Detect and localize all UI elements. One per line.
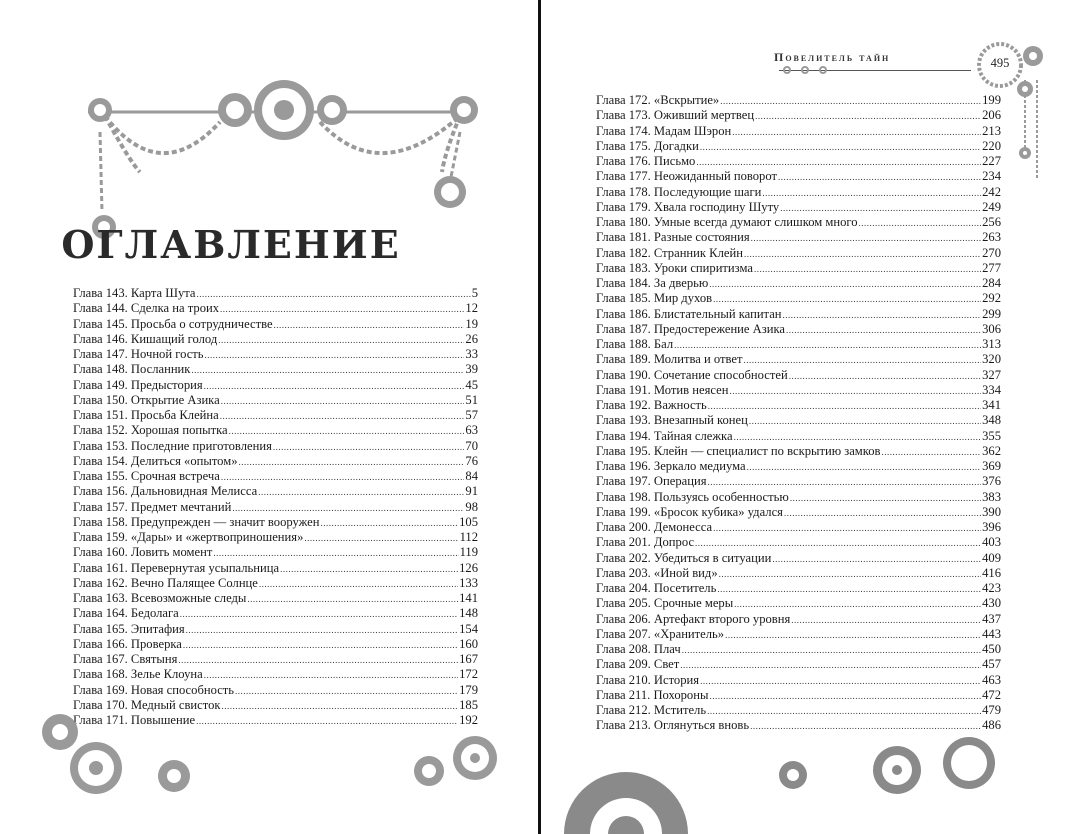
chapter-page-number: 376 (982, 474, 1001, 489)
dot-leader (183, 638, 458, 653)
dot-leader (747, 460, 981, 475)
toc-right-entry (596, 581, 1001, 596)
dot-leader (232, 501, 464, 516)
toc-left-entry (73, 652, 478, 667)
chapter-title: Глава 192. Важность (596, 398, 707, 412)
chapter-title: Глава 148. Посланник (73, 362, 191, 377)
toc-left-entry (73, 683, 478, 698)
toc-right-entry (596, 688, 1001, 703)
chapter-page-number: 479 (982, 703, 1001, 717)
chapter-title: Глава 193. Внезапный конец (596, 413, 748, 428)
dot-leader (674, 338, 981, 353)
chapter-page-number: 409 (982, 550, 1001, 565)
chapter-page-number: 362 (982, 443, 1001, 458)
dot-leader (729, 384, 981, 399)
toc-right-entry (596, 627, 1001, 642)
chapter-page-number: 148 (459, 606, 478, 621)
chapter-page-number: 51 (465, 392, 478, 407)
chapter-page-number: 284 (982, 276, 1001, 290)
chapter-page-number: 185 (459, 697, 478, 712)
toc-right-entry (596, 673, 1001, 688)
chapter-title: Глава 168. Зелье Клоуна (73, 667, 203, 682)
chapter-title: Глава 197. Операция (596, 474, 707, 489)
chapter-title: Глава 200. Демонесса (596, 520, 713, 534)
chapter-page-number: 443 (982, 626, 1001, 641)
chapter-page-number: 141 (459, 591, 478, 605)
chapter-title: Глава 176. Письмо (596, 154, 696, 168)
dot-leader (221, 470, 465, 485)
chapter-page-number: 242 (982, 184, 1001, 199)
dot-leader (213, 546, 458, 561)
dot-leader (239, 455, 465, 470)
chapter-page-number: 486 (982, 718, 1001, 733)
chapter-title: Глава 154. Делиться «опытом» (73, 453, 238, 468)
toc-right-entry (596, 474, 1001, 489)
dot-leader (709, 689, 981, 704)
chapter-title: Глава 143. Карта Шута (73, 286, 196, 300)
toc-right-entry (596, 413, 1001, 428)
chapter-title: Глава 210. История (596, 672, 700, 687)
dot-leader (259, 577, 458, 592)
chapter-title: Глава 144. Сделка на троих (73, 301, 220, 316)
chapter-page-number: 179 (459, 682, 478, 697)
chapter-title: Глава 178. Последующие шаги (596, 184, 762, 199)
chapter-title: Глава 163. Всевозможные следы (73, 591, 247, 605)
chapter-page-number: 299 (982, 306, 1001, 321)
toc-right-entry (596, 490, 1001, 505)
chapter-title: Глава 199. «Бросок кубика» удался (596, 504, 783, 519)
dot-leader (229, 424, 465, 439)
dot-leader (750, 719, 981, 734)
toc-right-entry (596, 444, 1001, 459)
chapter-title: Глава 159. «Дары» и «жертвоприношения» (73, 530, 304, 544)
toc-right-entry (596, 230, 1001, 245)
chapter-page-number: 126 (459, 560, 478, 575)
chapter-page-number: 70 (465, 438, 478, 453)
toc-left-entry (73, 347, 478, 362)
chapter-page-number: 327 (982, 367, 1001, 382)
chapter-title: Глава 165. Эпитафия (73, 621, 185, 636)
toc-right-entry (596, 566, 1001, 581)
chapter-page-number: 416 (982, 565, 1001, 580)
toc-right-entry (596, 718, 1001, 733)
toc-right-entry (596, 291, 1001, 306)
chapter-page-number: 277 (982, 260, 1001, 275)
chapter-page-number: 19 (465, 316, 478, 331)
dot-leader (725, 628, 981, 643)
dot-leader (790, 491, 981, 506)
chapter-title: Глава 194. Тайная слежка (596, 428, 733, 443)
toc-right-entry (596, 322, 1001, 337)
toc-left-entry (73, 286, 478, 301)
chapter-title: Глава 189. Молитва и ответ (596, 352, 743, 367)
toc-left-entry (73, 591, 478, 606)
chapter-title: Глава 212. Мститель (596, 703, 707, 717)
dot-leader (220, 302, 464, 317)
toc-left-entry (73, 484, 478, 499)
chapter-page-number: 98 (465, 499, 478, 514)
chapter-page-number: 249 (982, 199, 1001, 214)
chapter-page-number: 119 (459, 545, 478, 560)
chapter-title: Глава 207. «Хранитель» (596, 626, 725, 641)
dot-leader (708, 399, 981, 414)
chapter-page-number: 192 (459, 713, 478, 727)
dot-leader (709, 277, 981, 292)
chapter-page-number: 167 (459, 652, 478, 666)
dot-leader (762, 186, 981, 201)
chapter-title: Глава 190. Сочетание способностей (596, 367, 788, 382)
dot-leader (696, 155, 981, 170)
dot-leader (707, 704, 981, 719)
chapter-title: Глава 182. Странник Клейн (596, 245, 743, 260)
chapter-title: Глава 198. Пользуясь особенностью (596, 489, 789, 504)
chapter-page-number: 199 (982, 93, 1001, 107)
chapter-page-number: 256 (982, 215, 1001, 229)
dot-leader (304, 531, 458, 546)
toc-right-entry (596, 612, 1001, 627)
chapter-page-number: 348 (982, 413, 1001, 428)
chapter-page-number: 227 (982, 154, 1001, 168)
chapter-title: Глава 188. Бал (596, 337, 674, 351)
chapter-title: Глава 195. Клейн — специалист по вскрытию замков (596, 443, 881, 458)
chapter-title: Глава 187. Предостережение Азика (596, 321, 785, 336)
dot-leader (274, 318, 465, 333)
chapter-page-number: 341 (982, 398, 1001, 412)
dot-leader (280, 562, 458, 577)
chapter-title: Глава 162. Вечно Палящее Солнце (73, 575, 258, 590)
chapter-page-number: 457 (982, 657, 1001, 672)
page-number: 495 (990, 56, 1010, 70)
toc-right-entry (596, 535, 1001, 550)
dot-leader (178, 653, 458, 668)
chapter-title: Глава 213. Оглянуться вновь (596, 718, 750, 733)
toc-left-entry (73, 469, 478, 484)
toc-right-entry (596, 459, 1001, 474)
toc-right-entry (596, 703, 1001, 718)
chapter-title: Глава 157. Предмет мечтаний (73, 499, 232, 514)
dot-leader (186, 623, 458, 638)
dot-leader (204, 379, 465, 394)
chapter-title: Глава 206. Артефакт второго уровня (596, 611, 791, 626)
dot-leader (772, 552, 981, 567)
toc-heading: ОГЛАВЛЕНИЕ (61, 222, 401, 267)
chapter-page-number: 105 (459, 514, 478, 529)
chapter-title: Глава 175. Догадки (596, 138, 699, 153)
dot-leader (743, 353, 981, 368)
toc-left-entry (73, 393, 478, 408)
chapter-page-number: 220 (982, 138, 1001, 153)
toc-left-entry (73, 362, 478, 377)
toc-left-entry (73, 500, 478, 515)
chapter-page-number: 403 (982, 535, 1001, 550)
chapter-title: Глава 181. Разные состояния (596, 230, 750, 245)
dot-leader (191, 363, 464, 378)
toc-left-entry (73, 561, 478, 576)
dot-leader (321, 516, 459, 531)
toc-left-entry (73, 423, 478, 438)
toc-right-entry (596, 352, 1001, 367)
chapter-page-number: 369 (982, 459, 1001, 473)
toc-right-entry (596, 200, 1001, 215)
chapter-page-number: 234 (982, 169, 1001, 184)
toc-left-entry (73, 378, 478, 393)
chapter-title: Глава 171. Повышение (73, 713, 196, 727)
dot-leader (786, 323, 981, 338)
chapter-title: Глава 167. Святыня (73, 652, 178, 666)
chapter-title: Глава 153. Последние приготовления (73, 438, 272, 453)
toc-right-entry (596, 276, 1001, 291)
dot-leader (734, 430, 982, 445)
dot-leader (882, 445, 982, 460)
dot-leader (732, 125, 981, 140)
chapter-title: Глава 185. Мир духов (596, 291, 713, 306)
chapter-page-number: 206 (982, 108, 1001, 123)
toc-list-right (596, 93, 1001, 734)
toc-right-entry (596, 551, 1001, 566)
chapter-title: Глава 150. Открытие Азика (73, 392, 220, 407)
chapter-page-number: 63 (465, 423, 478, 438)
toc-left-entry (73, 454, 478, 469)
toc-left-entry (73, 301, 478, 316)
chapter-title: Глава 180. Умные всегда думают слишком много (596, 215, 858, 229)
dot-leader (734, 597, 981, 612)
chapter-title: Глава 155. Срочная встреча (73, 469, 220, 483)
toc-right-entry (596, 261, 1001, 276)
chapter-page-number: 160 (459, 636, 478, 651)
left-page (0, 0, 538, 834)
chapter-page-number: 76 (465, 453, 478, 468)
toc-left-entry (73, 606, 478, 621)
chapter-title: Глава 156. Дальновидная Мелисса (73, 484, 258, 499)
toc-right-entry (596, 154, 1001, 169)
chapter-title: Глава 211. Похороны (596, 687, 709, 702)
chapter-title: Глава 201. Допрос (596, 535, 695, 550)
toc-right-entry (596, 520, 1001, 535)
dot-leader (780, 201, 981, 216)
toc-left-entry (73, 667, 478, 682)
toc-right-entry (596, 124, 1001, 139)
chapter-page-number: 263 (982, 230, 1001, 245)
chapter-page-number: 213 (982, 123, 1001, 138)
chapter-page-number: 5 (471, 286, 478, 300)
toc-right-entry (596, 307, 1001, 322)
chapter-title: Глава 184. За дверью (596, 276, 709, 290)
dot-leader (235, 684, 458, 699)
dot-leader (778, 170, 981, 185)
toc-left-entry (73, 439, 478, 454)
chapter-page-number: 292 (982, 291, 1001, 306)
chapter-title: Глава 174. Мадам Шэрон (596, 123, 732, 138)
dot-leader (197, 287, 471, 302)
chapter-page-number: 320 (982, 352, 1001, 367)
chapter-page-number: 430 (982, 596, 1001, 611)
toc-right-entry (596, 139, 1001, 154)
chapter-title: Глава 146. Кишащий голод (73, 331, 218, 346)
toc-right-entry (596, 383, 1001, 398)
toc-left-entry (73, 545, 478, 560)
chapter-page-number: 112 (459, 530, 478, 544)
chapter-page-number: 334 (982, 382, 1001, 397)
right-page (541, 0, 1078, 834)
chapter-title: Глава 149. Предыстория (73, 377, 203, 392)
toc-right-entry (596, 429, 1001, 444)
dot-leader (221, 394, 465, 409)
chapter-title: Глава 202. Убедиться в ситуации (596, 550, 772, 565)
dot-leader (789, 369, 981, 384)
toc-list-left (73, 286, 478, 728)
dot-leader (791, 613, 981, 628)
chapter-page-number: 26 (465, 331, 478, 346)
toc-left-entry (73, 576, 478, 591)
chapter-page-number: 172 (459, 667, 478, 682)
dot-leader (719, 567, 981, 582)
chapter-title: Глава 164. Бедолага (73, 606, 179, 621)
chapter-title: Глава 147. Ночной гость (73, 347, 204, 361)
toc-right-entry (596, 169, 1001, 184)
chapter-title: Глава 209. Свет (596, 657, 680, 672)
chapter-title: Глава 177. Неожиданный поворот (596, 169, 777, 184)
toc-right-entry (596, 368, 1001, 383)
dot-leader (713, 292, 981, 307)
chapter-page-number: 463 (982, 672, 1001, 687)
chapter-page-number: 383 (982, 489, 1001, 504)
dot-leader (180, 607, 458, 622)
chapter-title: Глава 183. Уроки спиритизма (596, 260, 753, 275)
chapter-title: Глава 203. «Иной вид» (596, 565, 718, 580)
chapter-title: Глава 170. Медный свисток (73, 697, 221, 712)
chapter-page-number: 355 (982, 428, 1001, 443)
gear-cluster-bottom-left (38, 708, 508, 834)
toc-right-entry (596, 398, 1001, 413)
dot-leader (744, 247, 981, 262)
chapter-title: Глава 191. Мотив неясен (596, 382, 729, 397)
chapter-page-number: 39 (465, 362, 478, 377)
toc-right-entry (596, 505, 1001, 520)
toc-right-entry (596, 642, 1001, 657)
chapter-page-number: 91 (465, 484, 478, 499)
toc-left-entry (73, 317, 478, 332)
chapter-title: Глава 186. Блистательный капитан (596, 306, 782, 321)
chapter-title: Глава 160. Ловить момент (73, 545, 213, 560)
chapter-page-number: 396 (982, 520, 1001, 534)
dot-leader (713, 521, 981, 536)
chapter-title: Глава 158. Предупрежден — значит вооружен (73, 514, 320, 529)
running-head: Повелитель тайн (774, 50, 891, 64)
chapter-page-number: 33 (465, 347, 478, 361)
toc-right-entry (596, 215, 1001, 230)
chapter-page-number: 45 (465, 377, 478, 392)
chapter-page-number: 423 (982, 581, 1001, 595)
toc-right-entry (596, 185, 1001, 200)
dot-leader (205, 348, 465, 363)
chapter-title: Глава 208. Плач (596, 642, 681, 656)
chapter-title: Глава 145. Просьба о сотрудничестве (73, 316, 273, 331)
chapter-title: Глава 179. Хвала господину Шуту (596, 199, 780, 214)
chapter-page-number: 390 (982, 504, 1001, 519)
toc-right-entry (596, 93, 1001, 108)
toc-right-entry (596, 108, 1001, 123)
dot-leader (218, 333, 464, 348)
chapter-page-number: 57 (465, 408, 478, 422)
dot-leader (695, 536, 981, 551)
dot-leader (258, 485, 464, 500)
dot-leader (749, 414, 981, 429)
chapter-page-number: 472 (982, 687, 1001, 702)
toc-right-entry (596, 337, 1001, 352)
chapter-page-number: 313 (982, 337, 1001, 351)
chapter-page-number: 437 (982, 611, 1001, 626)
dot-leader (220, 409, 465, 424)
dot-leader (708, 475, 982, 490)
toc-right-entry (596, 596, 1001, 611)
toc-left-entry (73, 408, 478, 423)
dot-leader (751, 231, 981, 246)
dot-leader (783, 308, 982, 323)
chapter-title: Глава 166. Проверка (73, 636, 182, 651)
chapter-page-number: 306 (982, 321, 1001, 336)
toc-left-entry (73, 530, 478, 545)
chapter-title: Глава 169. Новая способность (73, 682, 235, 697)
toc-left-entry (73, 332, 478, 347)
chapter-page-number: 84 (465, 469, 478, 483)
chapter-page-number: 270 (982, 245, 1001, 260)
dot-leader (717, 582, 981, 597)
dot-leader (700, 140, 981, 155)
toc-left-entry (73, 622, 478, 637)
dot-leader (859, 216, 982, 231)
dot-leader (755, 109, 981, 124)
dot-leader (700, 674, 981, 689)
dot-leader (784, 506, 981, 521)
dot-leader (682, 643, 981, 658)
chapter-title: Глава 151. Просьба Клейна (73, 408, 219, 422)
toc-right-entry (596, 246, 1001, 261)
gear-cluster-bottom-right (561, 735, 1061, 834)
chapter-title: Глава 204. Посетитель (596, 581, 717, 595)
chapter-page-number: 450 (982, 642, 1001, 656)
dot-leader (754, 262, 981, 277)
toc-left-entry (73, 515, 478, 530)
chapter-page-number: 133 (459, 575, 478, 590)
dot-leader (204, 668, 458, 683)
chapter-title: Глава 205. Срочные меры (596, 596, 734, 611)
toc-right-entry (596, 657, 1001, 672)
dot-leader (273, 440, 465, 455)
chapter-title: Глава 161. Перевернутая усыпальница (73, 560, 280, 575)
dot-leader (247, 592, 458, 607)
toc-left-entry (73, 637, 478, 652)
chapter-title: Глава 173. Оживший мертвец (596, 108, 755, 123)
chapter-title: Глава 196. Зеркало медиума (596, 459, 746, 473)
dot-leader (680, 658, 981, 673)
chapter-title: Глава 172. «Вскрытие» (596, 93, 720, 107)
dot-leader (720, 94, 981, 109)
chapter-title: Глава 152. Хорошая попытка (73, 423, 228, 438)
chapter-page-number: 12 (465, 301, 478, 316)
chapter-page-number: 154 (459, 621, 478, 636)
